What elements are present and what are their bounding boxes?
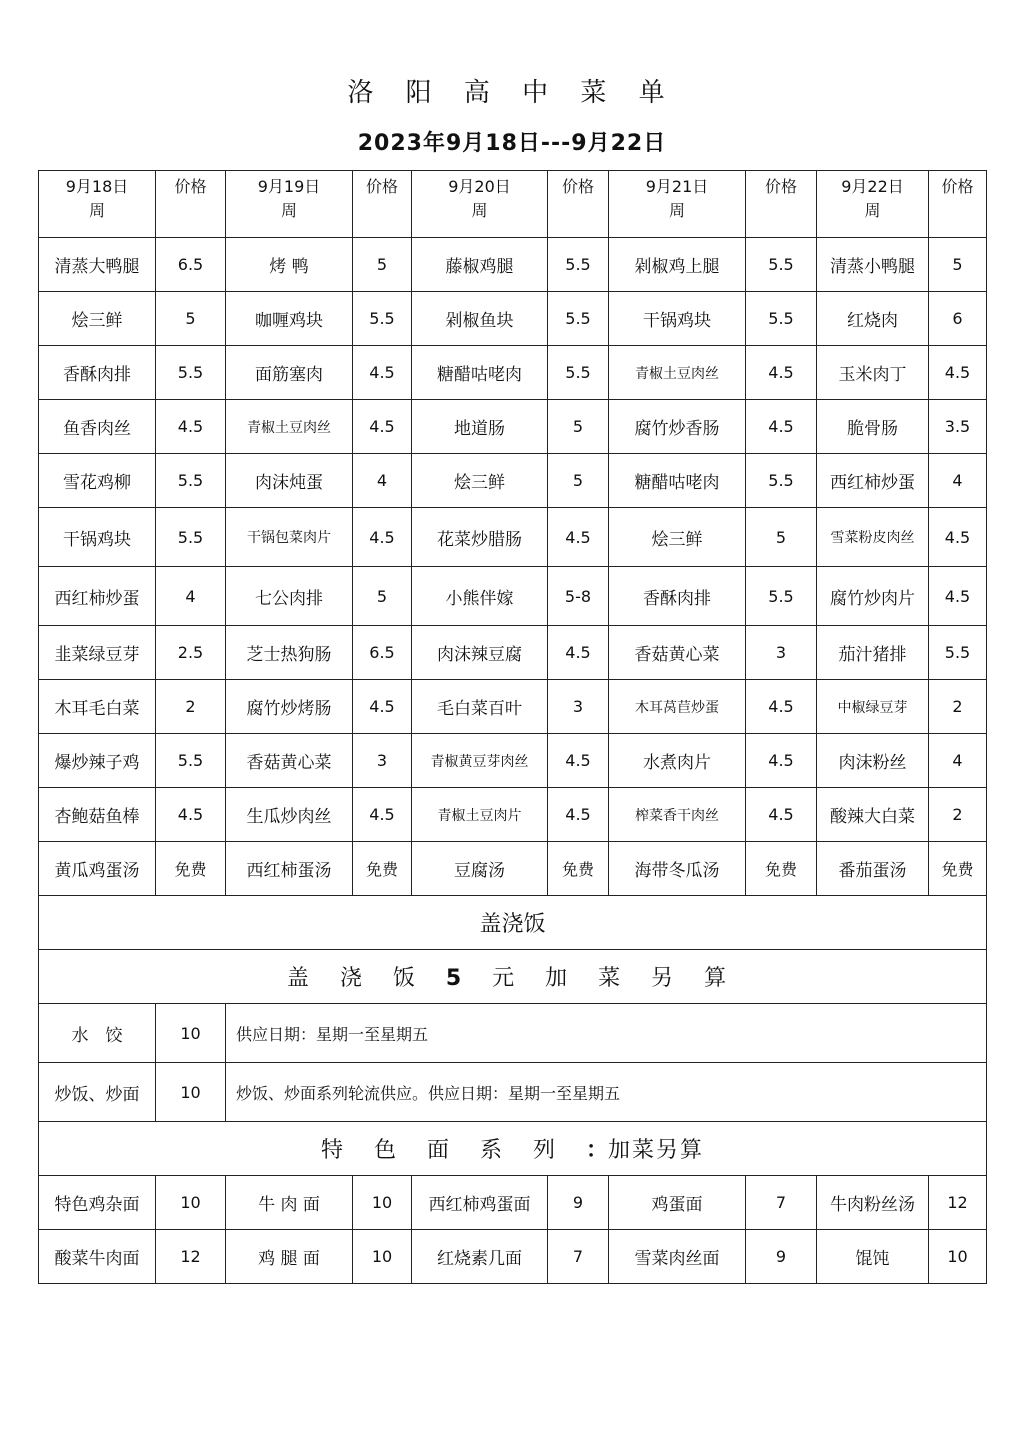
dish-price: 5	[353, 238, 412, 292]
dish-price: 5.5	[746, 292, 817, 346]
dish-price: 5.5	[548, 346, 609, 400]
dish-name: 肉沫辣豆腐	[412, 626, 548, 680]
noodle-name: 牛 肉 面	[226, 1176, 353, 1230]
dish-name: 烩三鲜	[39, 292, 156, 346]
menu-row	[39, 346, 987, 400]
staple-row	[39, 1004, 987, 1063]
menu-row	[39, 292, 987, 346]
price-header: 价格	[156, 171, 226, 238]
noodle-name: 特色鸡杂面	[39, 1176, 156, 1230]
dish-name: 糖醋咕咾肉	[412, 346, 548, 400]
dish-name: 烤 鸭	[226, 238, 353, 292]
dish-price: 4.5	[548, 734, 609, 788]
noodle-name: 西红柿鸡蛋面	[412, 1176, 548, 1230]
dish-price: 2.5	[156, 626, 226, 680]
noodle-name: 鸡蛋面	[609, 1176, 746, 1230]
dish-price: 4.5	[156, 400, 226, 454]
menu-row	[39, 567, 987, 626]
noodle-price: 12	[156, 1230, 226, 1284]
dish-name: 干锅鸡块	[39, 508, 156, 567]
dish-name: 青椒土豆肉丝	[609, 346, 746, 400]
dish-name: 茄汁猪排	[817, 626, 929, 680]
dish-price: 5.5	[746, 454, 817, 508]
dish-price: 5.5	[929, 626, 987, 680]
noodle-price: 9	[548, 1176, 609, 1230]
dish-price: 3.5	[929, 400, 987, 454]
noodle-title: 特 色 面 系 列 ：加菜另算	[39, 1122, 987, 1176]
dish-price: 4.5	[353, 400, 412, 454]
dish-price: 4	[353, 454, 412, 508]
day-header: 9月19日 周	[226, 171, 353, 238]
dish-name: 黄瓜鸡蛋汤	[39, 842, 156, 896]
day-header: 9月22日 周	[817, 171, 929, 238]
dish-price: 4.5	[746, 346, 817, 400]
dish-price: 免费	[156, 842, 226, 896]
dish-price: 4.5	[353, 680, 412, 734]
dish-price: 4.5	[746, 400, 817, 454]
dish-name: 玉米肉丁	[817, 346, 929, 400]
dish-name: 七公肉排	[226, 567, 353, 626]
staple-note: 炒饭、炒面系列轮流供应。供应日期：星期一至星期五	[226, 1063, 987, 1122]
dish-price: 4.5	[929, 508, 987, 567]
dish-name: 榨菜香干肉丝	[609, 788, 746, 842]
dish-price: 4.5	[746, 788, 817, 842]
dish-name: 清蒸大鸭腿	[39, 238, 156, 292]
noodle-price: 9	[746, 1230, 817, 1284]
dish-name: 爆炒辣子鸡	[39, 734, 156, 788]
day-header: 9月18日 周	[39, 171, 156, 238]
dish-name: 雪花鸡柳	[39, 454, 156, 508]
dish-name: 藤椒鸡腿	[412, 238, 548, 292]
dish-name: 花菜炒腊肠	[412, 508, 548, 567]
menu-row	[39, 400, 987, 454]
dish-name: 剁椒鸡上腿	[609, 238, 746, 292]
dish-price: 5.5	[353, 292, 412, 346]
noodle-price: 10	[929, 1230, 987, 1284]
noodle-price: 7	[746, 1176, 817, 1230]
dish-name: 杏鲍菇鱼棒	[39, 788, 156, 842]
dish-price: 6.5	[156, 238, 226, 292]
dish-price: 4.5	[929, 346, 987, 400]
price-header: 价格	[746, 171, 817, 238]
dish-name: 腐竹炒肉片	[817, 567, 929, 626]
noodle-price: 7	[548, 1230, 609, 1284]
menu-row	[39, 508, 987, 567]
staple-name: 水 饺	[39, 1004, 156, 1063]
dish-name: 青椒土豆肉片	[412, 788, 548, 842]
dish-name: 生瓜炒肉丝	[226, 788, 353, 842]
staple-name: 炒饭、炒面	[39, 1063, 156, 1122]
dish-price: 6.5	[353, 626, 412, 680]
dish-name: 番茄蛋汤	[817, 842, 929, 896]
dish-price: 3	[353, 734, 412, 788]
day-header: 9月20日 周	[412, 171, 548, 238]
menu-row	[39, 238, 987, 292]
noodle-name: 牛肉粉丝汤	[817, 1176, 929, 1230]
gaijiao-price-row	[39, 950, 987, 1004]
menu-row	[39, 734, 987, 788]
dish-name: 西红柿蛋汤	[226, 842, 353, 896]
dish-name: 毛白菜百叶	[412, 680, 548, 734]
dish-name: 肉沫粉丝	[817, 734, 929, 788]
dish-price: 4.5	[548, 626, 609, 680]
price-header: 价格	[929, 171, 987, 238]
dish-price: 4.5	[746, 734, 817, 788]
dish-name: 海带冬瓜汤	[609, 842, 746, 896]
dish-name: 腐竹炒烤肠	[226, 680, 353, 734]
dish-price: 5	[548, 454, 609, 508]
dish-price: 4.5	[929, 567, 987, 626]
noodle-price: 10	[353, 1230, 412, 1284]
noodle-name: 雪菜肉丝面	[609, 1230, 746, 1284]
staple-price: 10	[156, 1063, 226, 1122]
dish-name: 肉沫炖蛋	[226, 454, 353, 508]
gaijiao-price-line: 盖 浇 饭 5 元 加 菜 另 算	[39, 950, 987, 1004]
dish-price: 2	[156, 680, 226, 734]
dish-name: 腐竹炒香肠	[609, 400, 746, 454]
menu-table	[38, 170, 987, 1284]
staple-price: 10	[156, 1004, 226, 1063]
day-header: 9月21日 周	[609, 171, 746, 238]
dish-price: 2	[929, 788, 987, 842]
staple-note: 供应日期：星期一至星期五	[226, 1004, 987, 1063]
dish-price: 5.5	[548, 292, 609, 346]
dish-price: 5.5	[548, 238, 609, 292]
dish-name: 小熊伴嫁	[412, 567, 548, 626]
dish-name: 雪菜粉皮肉丝	[817, 508, 929, 567]
dish-price: 5	[353, 567, 412, 626]
dish-name: 芝士热狗肠	[226, 626, 353, 680]
dish-name: 韭菜绿豆芽	[39, 626, 156, 680]
dish-name: 鱼香肉丝	[39, 400, 156, 454]
dish-price: 4.5	[548, 508, 609, 567]
dish-name: 香菇黄心菜	[226, 734, 353, 788]
staple-row	[39, 1063, 987, 1122]
dish-price: 4	[929, 454, 987, 508]
dish-name: 糖醋咕咾肉	[609, 454, 746, 508]
dish-price: 5	[746, 508, 817, 567]
dish-name: 木耳莴苣炒蛋	[609, 680, 746, 734]
noodle-name: 红烧素几面	[412, 1230, 548, 1284]
noodle-title-row	[39, 1122, 987, 1176]
dish-price: 5.5	[156, 508, 226, 567]
dish-price: 4.5	[156, 788, 226, 842]
dish-name: 烩三鲜	[412, 454, 548, 508]
dish-name: 脆骨肠	[817, 400, 929, 454]
dish-name: 地道肠	[412, 400, 548, 454]
menu-row	[39, 788, 987, 842]
dish-price: 5.5	[156, 346, 226, 400]
dish-price: 免费	[548, 842, 609, 896]
menu-row	[39, 626, 987, 680]
dish-name: 青椒黄豆芽肉丝	[412, 734, 548, 788]
dish-name: 豆腐汤	[412, 842, 548, 896]
dish-name: 木耳毛白菜	[39, 680, 156, 734]
dish-name: 香菇黄心菜	[609, 626, 746, 680]
dish-name: 香酥肉排	[609, 567, 746, 626]
dish-price: 4.5	[353, 788, 412, 842]
header-row	[39, 171, 987, 238]
noodle-name: 馄饨	[817, 1230, 929, 1284]
dish-name: 干锅鸡块	[609, 292, 746, 346]
dish-price: 4	[929, 734, 987, 788]
noodle-price: 10	[353, 1176, 412, 1230]
dish-price: 5	[929, 238, 987, 292]
price-header: 价格	[353, 171, 412, 238]
dish-name: 红烧肉	[817, 292, 929, 346]
noodle-row	[39, 1230, 987, 1284]
dish-price: 3	[746, 626, 817, 680]
dish-price: 5.5	[746, 238, 817, 292]
dish-name: 咖喱鸡块	[226, 292, 353, 346]
dish-name: 西红柿炒蛋	[39, 567, 156, 626]
dish-price: 免费	[746, 842, 817, 896]
dish-name: 中椒绿豆芽	[817, 680, 929, 734]
dish-price: 5-8	[548, 567, 609, 626]
dish-price: 4.5	[353, 508, 412, 567]
dish-price: 免费	[353, 842, 412, 896]
menu-row	[39, 454, 987, 508]
dish-price: 3	[548, 680, 609, 734]
dish-name: 水煮肉片	[609, 734, 746, 788]
price-header: 价格	[548, 171, 609, 238]
dish-price: 6	[929, 292, 987, 346]
noodle-price: 12	[929, 1176, 987, 1230]
dish-price: 4.5	[353, 346, 412, 400]
gaijiao-title: 盖浇饭	[39, 896, 987, 950]
noodle-name: 酸菜牛肉面	[39, 1230, 156, 1284]
noodle-price: 10	[156, 1176, 226, 1230]
dish-price: 4.5	[548, 788, 609, 842]
menu-row	[39, 680, 987, 734]
dish-name: 酸辣大白菜	[817, 788, 929, 842]
dish-name: 香酥肉排	[39, 346, 156, 400]
dish-name: 清蒸小鸭腿	[817, 238, 929, 292]
dish-price: 5.5	[746, 567, 817, 626]
dish-price: 5.5	[156, 734, 226, 788]
dish-name: 剁椒鱼块	[412, 292, 548, 346]
dish-name: 烩三鲜	[609, 508, 746, 567]
dish-name: 青椒土豆肉丝	[226, 400, 353, 454]
dish-price: 免费	[929, 842, 987, 896]
dish-price: 2	[929, 680, 987, 734]
page-title: 洛 阳 高 中 菜 单	[347, 78, 677, 108]
noodle-row	[39, 1176, 987, 1230]
gaijiao-title-row	[39, 896, 987, 950]
dish-price: 4.5	[746, 680, 817, 734]
menu-body	[39, 171, 987, 1284]
dish-name: 面筋塞肉	[226, 346, 353, 400]
dish-name: 西红柿炒蛋	[817, 454, 929, 508]
noodle-name: 鸡 腿 面	[226, 1230, 353, 1284]
dish-price: 4	[156, 567, 226, 626]
dish-price: 5	[548, 400, 609, 454]
date-range: 2023年9月18日---9月22日	[357, 131, 667, 156]
dish-name: 干锅包菜肉片	[226, 508, 353, 567]
dish-price: 5	[156, 292, 226, 346]
dish-price: 5.5	[156, 454, 226, 508]
menu-row	[39, 842, 987, 896]
